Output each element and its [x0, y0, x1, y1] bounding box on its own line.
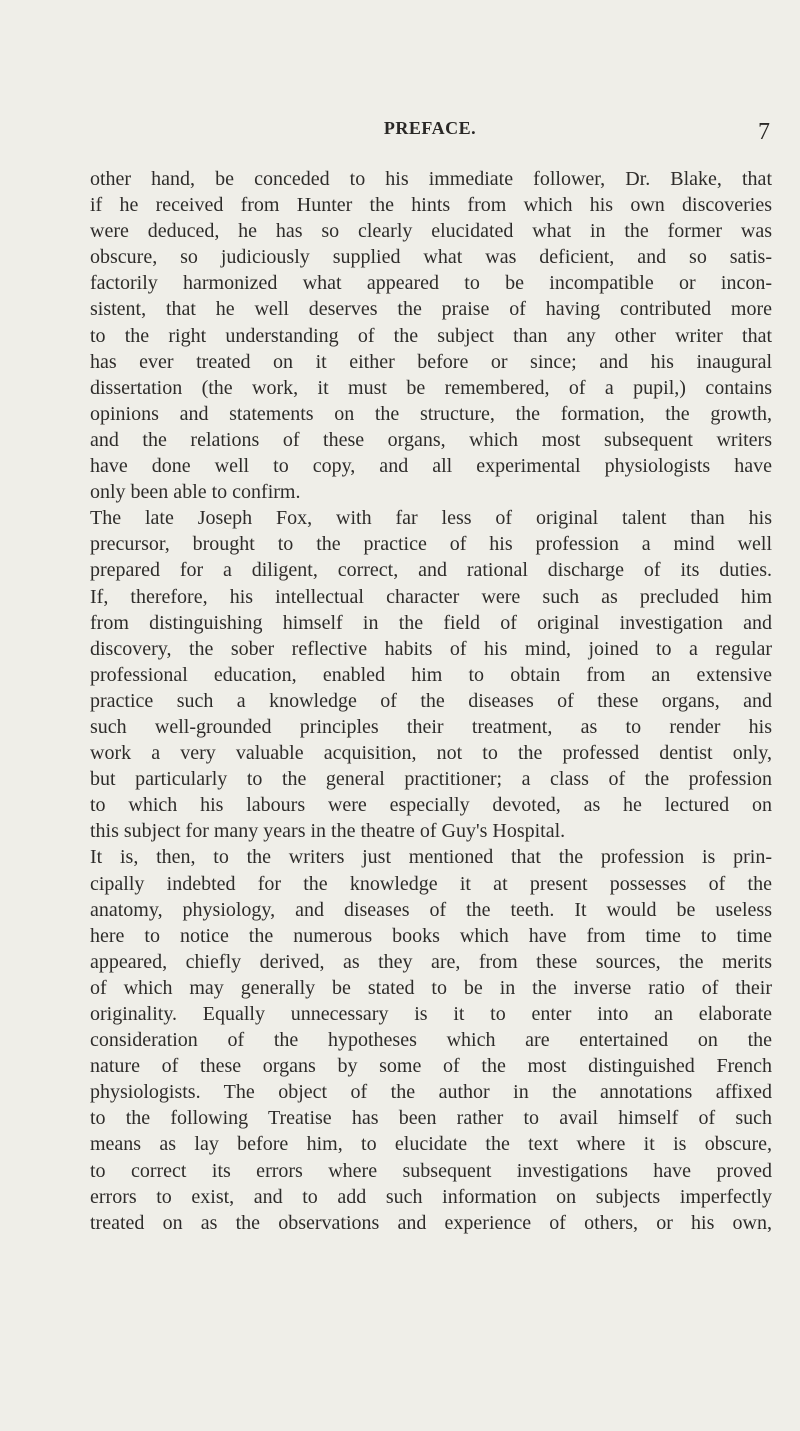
text-line: physiologists. The object of the author in the annotations affixed — [90, 1081, 772, 1104]
text-line: The late Joseph Fox, with far less of original talent than his — [90, 507, 772, 530]
text-line: here to notice the numerous books which have from time to time — [90, 924, 772, 947]
text-line: It is, then, to the writers just mentioned that the profession is prin- — [90, 846, 772, 869]
text-line: factorily harmonized what appeared to be incompatible or incon- — [90, 272, 772, 295]
body-text — [90, 166, 772, 1236]
text-line: errors to exist, and to add such information on subjects imperfectly — [90, 1185, 772, 1208]
text-line: prepared for a diligent, correct, and rational discharge of its duties. — [90, 559, 772, 582]
page-number: 7 — [758, 119, 770, 145]
running-title: PREFACE. — [383, 118, 477, 138]
text-line: but particularly to the general practitioner; a class of the profession — [90, 768, 772, 791]
text-line: to correct its errors where subsequent investigations have proved — [90, 1159, 772, 1182]
text-line: treated on as the observations and experience of others, or his own, — [90, 1211, 772, 1234]
text-line: to which his labours were especially devoted, as he lectured on — [90, 794, 772, 817]
text-line: professional education, enabled him to obtain from an extensive — [90, 663, 772, 686]
text-line: If, therefore, his intellectual character were such as precluded him — [90, 585, 772, 608]
text-line: only been able to confirm. — [90, 481, 301, 504]
text-line: cipally indebted for the knowledge it at present possesses of the — [90, 872, 772, 895]
text-line: consideration of the hypotheses which are entertained on the — [90, 1029, 772, 1052]
text-line: were deduced, he has so clearly elucidated what in the former was — [90, 220, 772, 243]
page-header — [90, 118, 770, 148]
text-line: from distinguishing himself in the field of original investigation and — [90, 611, 772, 634]
text-line: precursor, brought to the practice of his profession a mind well — [90, 533, 772, 556]
text-line: such well-grounded principles their treatment, as to render his — [90, 715, 772, 738]
text-line: has ever treated on it either before or since; and his inaugural — [90, 350, 772, 373]
text-line: have done well to copy, and all experimental physiologists have — [90, 455, 772, 478]
text-line: sistent, that he well deserves the praise of having contributed more — [90, 298, 772, 321]
text-line: and the relations of these organs, which most subsequent writers — [90, 428, 772, 451]
text-line: practice such a knowledge of the diseases of these organs, and — [90, 689, 772, 712]
text-line: to the right understanding of the subject than any other writer that — [90, 324, 772, 347]
text-line: anatomy, physiology, and diseases of the teeth. It would be useless — [90, 898, 772, 921]
text-line: appeared, chiefly derived, as they are, from these sources, the merits — [90, 950, 772, 973]
text-line: opinions and statements on the structure, the formation, the growth, — [90, 402, 772, 425]
text-line: means as lay before him, to elucidate the text where it is obscure, — [90, 1133, 772, 1156]
text-line: nature of these organs by some of the most distinguished French — [90, 1055, 772, 1078]
text-line: to the following Treatise has been rather to avail himself of such — [90, 1107, 772, 1130]
text-line: obscure, so judiciously supplied what was deficient, and so satis- — [90, 246, 772, 269]
text-line: this subject for many years in the theatre of Guy's Hospital. — [90, 820, 566, 843]
text-line: work a very valuable acquisition, not to the professed dentist only, — [90, 742, 772, 765]
text-line: originality. Equally unnecessary is it to enter into an elaborate — [90, 1003, 772, 1025]
text-line: discovery, the sober reflective habits of his mind, joined to a regular — [90, 637, 772, 660]
text-line: if he received from Hunter the hints from which his own discoveries — [90, 194, 772, 217]
text-line: other hand, be conceded to his immediate follower, Dr. Blake, that — [90, 168, 772, 190]
text-line: dissertation (the work, it must be remembered, of a pupil,) contains — [90, 376, 772, 399]
text-line: of which may generally be stated to be in the inverse ratio of their — [90, 976, 772, 999]
